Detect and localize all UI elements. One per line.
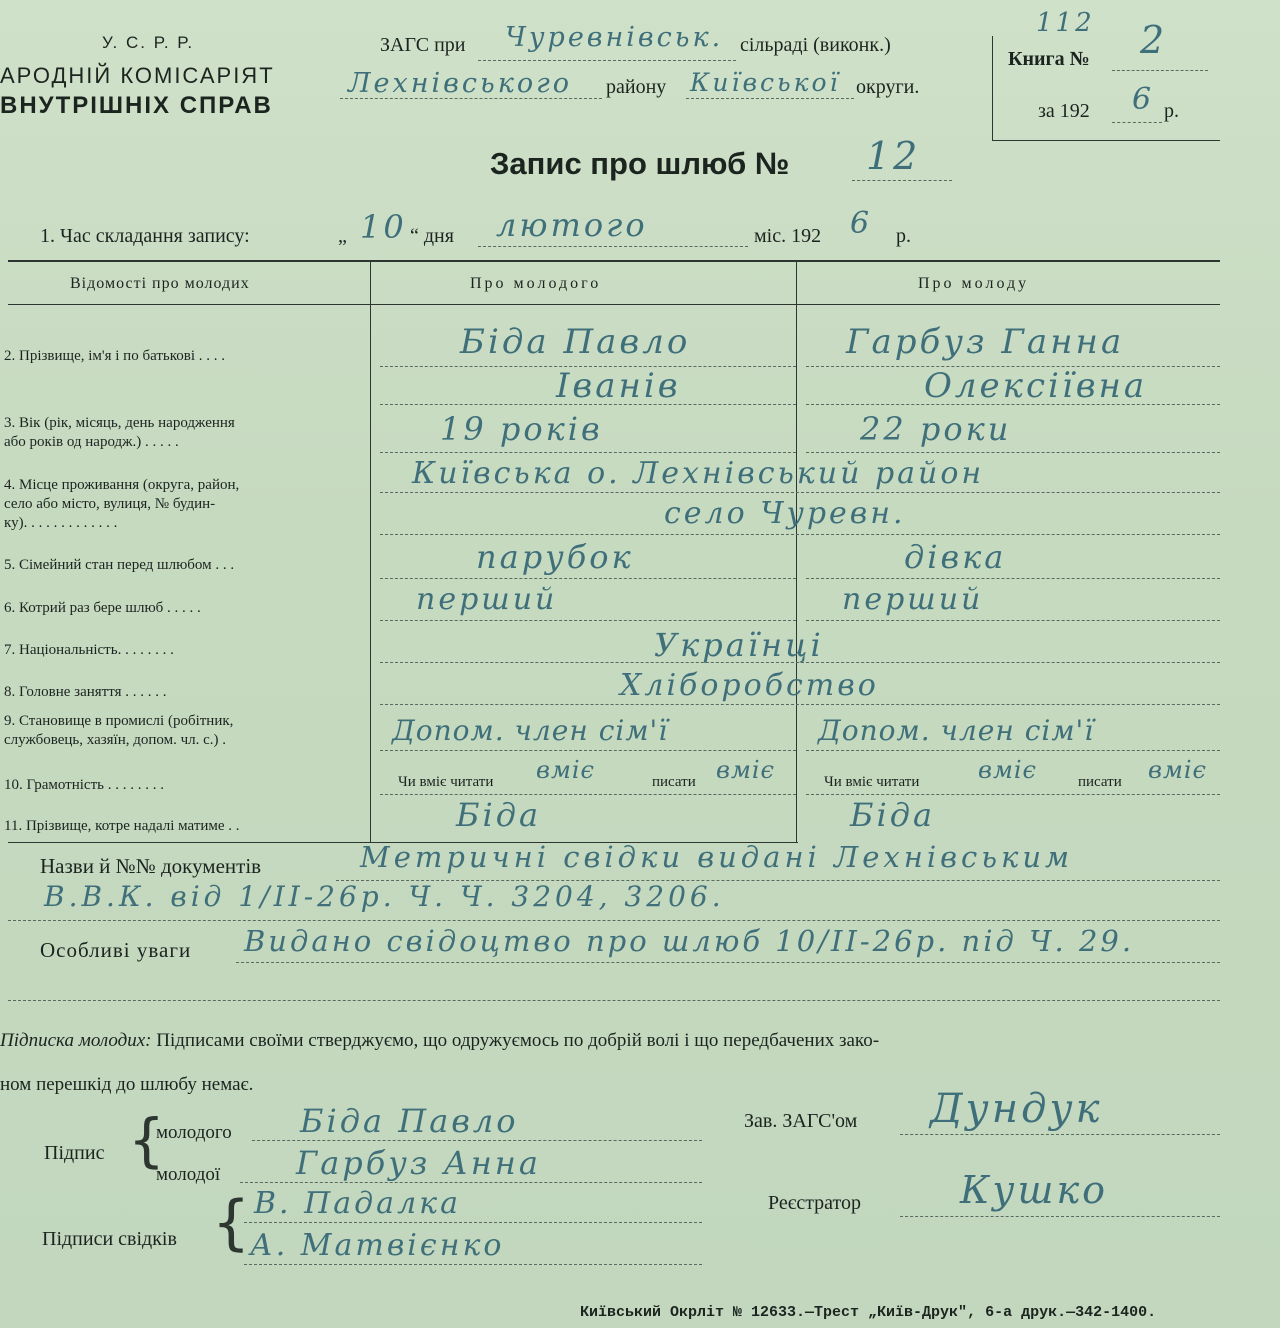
zags-head-signature: Дундук bbox=[930, 1086, 1103, 1132]
bride-signature: Гарбуз Анна bbox=[296, 1144, 541, 1182]
page-title: Запис про шлюб № bbox=[490, 146, 790, 181]
occupation: Хліборобство bbox=[620, 668, 879, 703]
documents-line1: Метричні свідки видані Лехнівським bbox=[360, 840, 1074, 874]
record-year-suffix: р. bbox=[896, 225, 911, 247]
book-no-handwritten: 2 bbox=[1140, 18, 1168, 62]
raion-label: району bbox=[606, 76, 667, 98]
book-label: Книга № bbox=[1008, 48, 1090, 70]
groom-signature-label: молодого bbox=[156, 1122, 232, 1143]
groom-future-surname: Біда bbox=[456, 796, 542, 834]
table-header-border bbox=[8, 304, 1220, 305]
bride-read-value: вміє bbox=[978, 756, 1037, 784]
witness2-signature: А. Матвієнко bbox=[250, 1228, 505, 1263]
record-date-quote: „ bbox=[338, 225, 347, 247]
bride-marital-status: дівка bbox=[904, 538, 1007, 576]
table-col-divider-1 bbox=[370, 262, 371, 842]
bride-patronymic: Олексіївна bbox=[924, 366, 1148, 406]
notes-label: Особливі уваги bbox=[40, 938, 192, 962]
groom-read-value: вміє bbox=[536, 756, 595, 784]
witnesses-label: Підписи свідків bbox=[42, 1228, 177, 1250]
printer-footer: Київський Окрліт № 12633.—Трест „Київ-Друк", 6-а друк.—342-1400. bbox=[580, 1304, 1157, 1321]
row-label-future-surname: 11. Прізвище, котре надалі матиме . . bbox=[4, 818, 240, 834]
col-header-info: Відомості про молодих bbox=[70, 275, 250, 292]
commissariat-line2: ВНУТРІШНІХ СПРАВ bbox=[0, 92, 273, 119]
residence-line1: Київська о. Лехнівський район bbox=[412, 456, 985, 491]
statement bbox=[0, 1030, 879, 1052]
record-day-handwritten: 10 bbox=[360, 208, 407, 246]
record-date-label: 1. Час складання запису: bbox=[40, 225, 250, 247]
bride-write-label: писати bbox=[1078, 774, 1122, 790]
groom-write-label: писати bbox=[652, 774, 696, 790]
row-label-literacy: 10. Грамотність . . . . . . . . bbox=[4, 777, 164, 793]
statement-line2: ном перешкід до шлюбу немає. bbox=[0, 1074, 254, 1095]
row-label-marriage-count: 6. Котрий раз бере шлюб . . . . . bbox=[4, 600, 201, 616]
zags-head-label: Зав. ЗАГС'ом bbox=[744, 1110, 858, 1132]
book-year-handwritten: 6 bbox=[1132, 82, 1155, 117]
row-label-age: 3. Вік (рік, місяць, день народження bbox=[4, 415, 235, 431]
book-number-handwritten: 112 bbox=[1036, 8, 1095, 38]
table-top-border bbox=[8, 260, 1220, 262]
bride-signature-label: молодої bbox=[156, 1164, 221, 1185]
record-month-label: міс. 192 bbox=[754, 225, 822, 247]
bride-age: 22 роки bbox=[860, 410, 1012, 448]
okruga-label: округи. bbox=[856, 76, 920, 98]
bride-name: Гарбуз Ганна bbox=[846, 322, 1125, 362]
row-label-industry-status-2: службовець, хазяїн, допом. чл. с.) . bbox=[4, 732, 227, 748]
statement-label: Підписка молодих: bbox=[0, 1030, 152, 1051]
ussr-label: У. С. Р. Р. bbox=[102, 33, 195, 52]
book-year-prefix: за 192 bbox=[1038, 100, 1090, 122]
nationality: Українці bbox=[654, 626, 824, 664]
groom-name: Біда Павло bbox=[460, 322, 691, 362]
signature-brace-icon: { bbox=[128, 1106, 165, 1174]
record-day-suffix: “ дня bbox=[410, 225, 454, 247]
bride-industry-status: Допом. член сім'ї bbox=[818, 714, 1095, 747]
groom-write-value: вміє bbox=[716, 756, 775, 784]
selrada-label: сільраді (виконк.) bbox=[740, 34, 891, 56]
groom-patronymic: Іванів bbox=[556, 366, 681, 406]
groom-industry-status: Допом. член сім'ї bbox=[392, 714, 669, 747]
groom-signature: Біда Павло bbox=[300, 1102, 519, 1140]
residence-line2: село Чуревн. bbox=[664, 496, 906, 531]
bride-write-value: вміє bbox=[1148, 756, 1207, 784]
notes-handwritten: Видано свідоцтво про шлюб 10/II-26р. під Ч. 29. bbox=[244, 924, 1135, 958]
groom-age: 19 років bbox=[440, 410, 603, 448]
groom-read-label: Чи вміє читати bbox=[398, 774, 494, 790]
record-month-handwritten: лютого bbox=[496, 206, 648, 244]
row-label-nationality: 7. Національність. . . . . . . . bbox=[4, 642, 174, 658]
groom-marital-status: парубок bbox=[476, 538, 634, 576]
row-label-marital-status: 5. Сімейний стан перед шлюбом . . . bbox=[4, 557, 235, 573]
row-label-residence-2: село або місто, вулиця, № будин- bbox=[4, 496, 216, 512]
table-col-divider-2 bbox=[796, 262, 797, 842]
okruga-handwritten: Київської bbox=[690, 68, 841, 97]
commissariat-line1: АРОДНІЙ КОМІСАРІЯТ bbox=[0, 63, 275, 88]
zags-prefix: ЗАГС при bbox=[380, 34, 466, 56]
bride-marriage-count: перший bbox=[842, 582, 984, 617]
record-year-handwritten: 6 bbox=[850, 206, 873, 241]
row-label-industry-status: 9. Становище в промислі (робітник, bbox=[4, 713, 234, 729]
raion-handwritten: Лехнівського bbox=[348, 68, 572, 99]
row-label-name: 2. Прізвище, ім'я і по батькові . . . . bbox=[4, 348, 226, 364]
documents-label: Назви й №№ документів bbox=[40, 854, 262, 878]
bride-future-surname: Біда bbox=[850, 796, 936, 834]
witness1-signature: В. Падалка bbox=[254, 1186, 461, 1221]
signature-label: Підпис bbox=[44, 1142, 105, 1164]
bride-read-label: Чи вміє читати bbox=[824, 774, 920, 790]
village-handwritten: Чуревнівськ. bbox=[505, 22, 724, 53]
registrar-signature: Кушко bbox=[960, 1168, 1109, 1212]
row-label-residence: 4. Місце проживання (округа, район, bbox=[4, 477, 240, 493]
record-number-handwritten: 12 bbox=[866, 134, 921, 178]
statement-line1: Підписами своїми стверджуємо, що одружуємось по добрій волі і що передбачених зако- bbox=[151, 1030, 880, 1051]
row-label-occupation: 8. Головне заняття . . . . . . bbox=[4, 684, 167, 700]
documents-line2: В.В.К. від 1/II-26р. Ч. Ч. 3204, 3206. bbox=[44, 880, 725, 913]
col-header-groom: Про молодого bbox=[470, 275, 602, 292]
registrar-label: Реєстратор bbox=[768, 1192, 862, 1214]
row-label-age-2: або років од народж.) . . . . . bbox=[4, 434, 179, 450]
row-label-residence-3: ку). . . . . . . . . . . . . bbox=[4, 515, 118, 531]
witnesses-brace-icon: { bbox=[212, 1188, 251, 1258]
book-year-suffix: р. bbox=[1164, 100, 1179, 122]
col-header-bride: Про молоду bbox=[918, 275, 1030, 292]
groom-marriage-count: перший bbox=[416, 582, 558, 617]
